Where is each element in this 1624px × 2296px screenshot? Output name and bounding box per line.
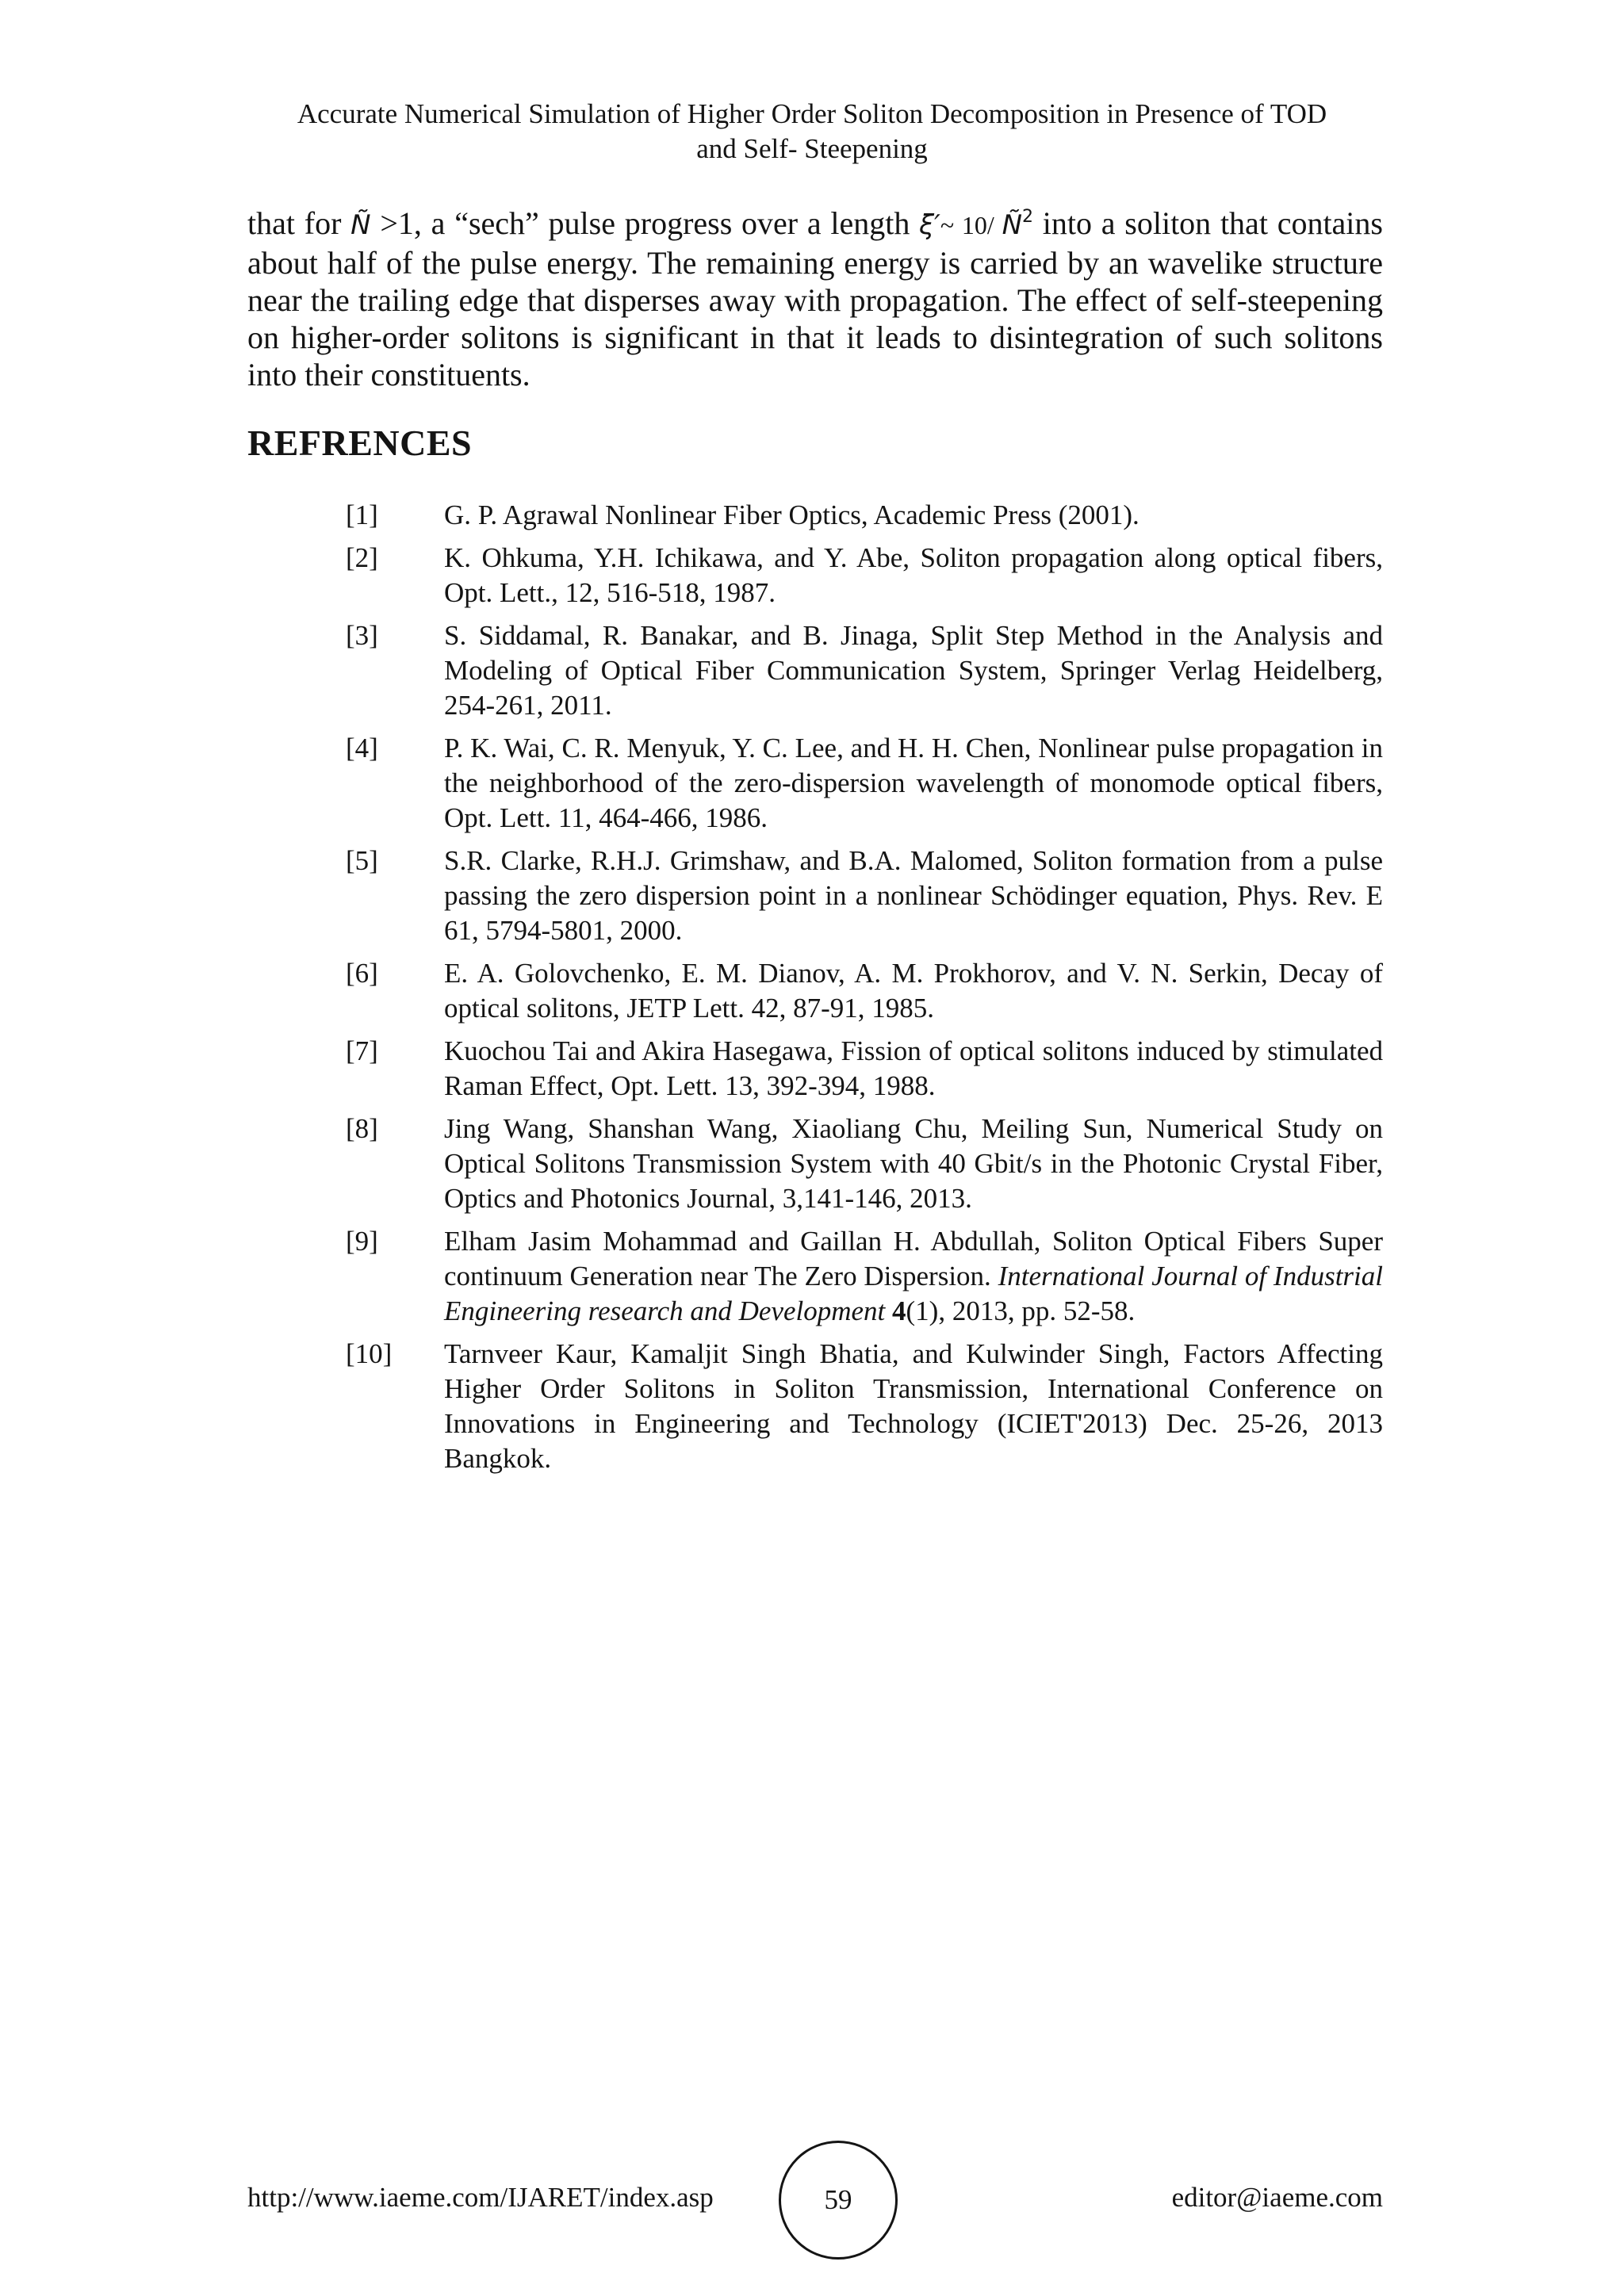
reference-item [346, 956, 1383, 1026]
body-text-3: into a soliton that contains about half of the pulse energy. The remaining energy is carried by an wavelike structure near the trailing edge that disperses away with propagation. The effect of self-steepening on higher-order solitons is significant in that it leads to disintegration of such solitons into their constituents. [247, 205, 1383, 392]
reference-text: Jing Wang, Shanshan Wang, Xiaoliang Chu, Meiling Sun, Numerical Study on Optical Solitons Transmission System with 40 Gbit/s in the Photonic Crystal Fiber, Optics and Photonics Journal, 3,141-146, 2013. [444, 1113, 1383, 1214]
reference-item [346, 1337, 1383, 1476]
reference-volume: 4 [892, 1295, 906, 1326]
reference-number: [10] [346, 1338, 393, 1369]
reference-number: [6] [346, 958, 378, 989]
reference-list [346, 498, 1383, 1484]
reference-item [346, 618, 1383, 723]
reference-number: [2] [346, 542, 378, 573]
reference-text: Tarnveer Kaur, Kamaljit Singh Bhatia, and Kulwinder Singh, Factors Affecting Higher Order Solitons in Soliton Transmission, International Conference on Innovations in Engineering and Technology (ICIET'2013) Dec. 25-26, 2013 Bangkok. [444, 1338, 1383, 1474]
reference-text: P. K. Wai, C. R. Menyuk, Y. C. Lee, and H. H. Chen, Nonlinear pulse propagation in the neighborhood of the zero-dispersion wavelength of monomode optical fibers, Opt. Lett. 11, 464-466, 1986. [444, 733, 1383, 833]
reference-number: [7] [346, 1035, 378, 1066]
footer-journal-link[interactable]: http://www.iaeme.com/IJARET/index.asp [247, 2182, 714, 2213]
reference-text: K. Ohkuma, Y.H. Ichikawa, and Y. Abe, Soliton propagation along optical fibers, Opt. Lett., 12, 516-518, 1987. [444, 542, 1383, 608]
reference-item [346, 1112, 1383, 1216]
reference-issue-pages: (1), 2013, pp. 52-58. [906, 1295, 1136, 1326]
reference-item [346, 731, 1383, 836]
reference-number: [3] [346, 620, 378, 651]
reference-number: [1] [346, 499, 378, 530]
reference-text: S.R. Clarke, R.H.J. Grimshaw, and B.A. Malomed, Soliton formation from a pulse passing the zero dispersion point in a nonlinear Schödinger equation, Phys. Rev. E 61, 5794-5801, 2000. [444, 845, 1383, 946]
reference-text [444, 1226, 1383, 1326]
reference-text: G. P. Agrawal Nonlinear Fiber Optics, Academic Press (2001). [444, 499, 1139, 530]
conclusion-paragraph [247, 198, 1383, 393]
reference-item [346, 1224, 1383, 1329]
running-header-line-1: Accurate Numerical Simulation of Higher Order Soliton Decomposition in Presence of TOD [297, 98, 1327, 129]
reference-number: [4] [346, 733, 378, 763]
math-n-tilde: Ñ [350, 209, 371, 241]
reference-item [346, 844, 1383, 948]
reference-number: [5] [346, 845, 378, 876]
section-heading-references: REFRENCES [247, 423, 473, 463]
body-text-2: >1, a “sech” pulse progress over a length [370, 205, 920, 241]
math-n-tilde-squared: Ñ [1002, 209, 1022, 241]
reference-journal-title: International Journal of Industrial Engineering research and Development [444, 1261, 1383, 1326]
reference-item [346, 541, 1383, 610]
footer-editor-email[interactable]: editor@iaeme.com [1171, 2182, 1383, 2213]
math-exponent: 2 [1022, 207, 1033, 227]
page-number-circle [779, 2141, 898, 2260]
reference-text: E. A. Golovchenko, E. M. Dianov, A. M. Prokhorov, and V. N. Serkin, Decay of optical solitons, JETP Lett. 42, 87-91, 1985. [444, 958, 1383, 1024]
math-xi-prime: ξ′ [919, 209, 940, 241]
reference-authors-title: Elham Jasim Mohammad and Gaillan H. Abdullah, Soliton Optical Fibers Super continuum Generation near The Zero Dispersion. [444, 1226, 1383, 1292]
page-number: 59 [824, 2184, 852, 2215]
running-header-line-2: and Self- Steepening [696, 133, 928, 164]
reference-number: [9] [346, 1226, 378, 1257]
reference-number: [8] [346, 1113, 378, 1144]
body-text-1: that for [247, 205, 351, 241]
running-header [238, 97, 1386, 166]
reference-text: Kuochou Tai and Akira Hasegawa, Fission of optical solitons induced by stimulated Raman Effect, Opt. Lett. 13, 392-394, 1988. [444, 1035, 1383, 1101]
reference-item [346, 1034, 1383, 1104]
math-ratio: ~ 10/ [940, 211, 1002, 239]
reference-text: S. Siddamal, R. Banakar, and B. Jinaga, Split Step Method in the Analysis and Modeling of Optical Fiber Communication System, Springer Verlag Heidelberg, 254-261, 2011. [444, 620, 1383, 721]
reference-item [346, 498, 1383, 533]
